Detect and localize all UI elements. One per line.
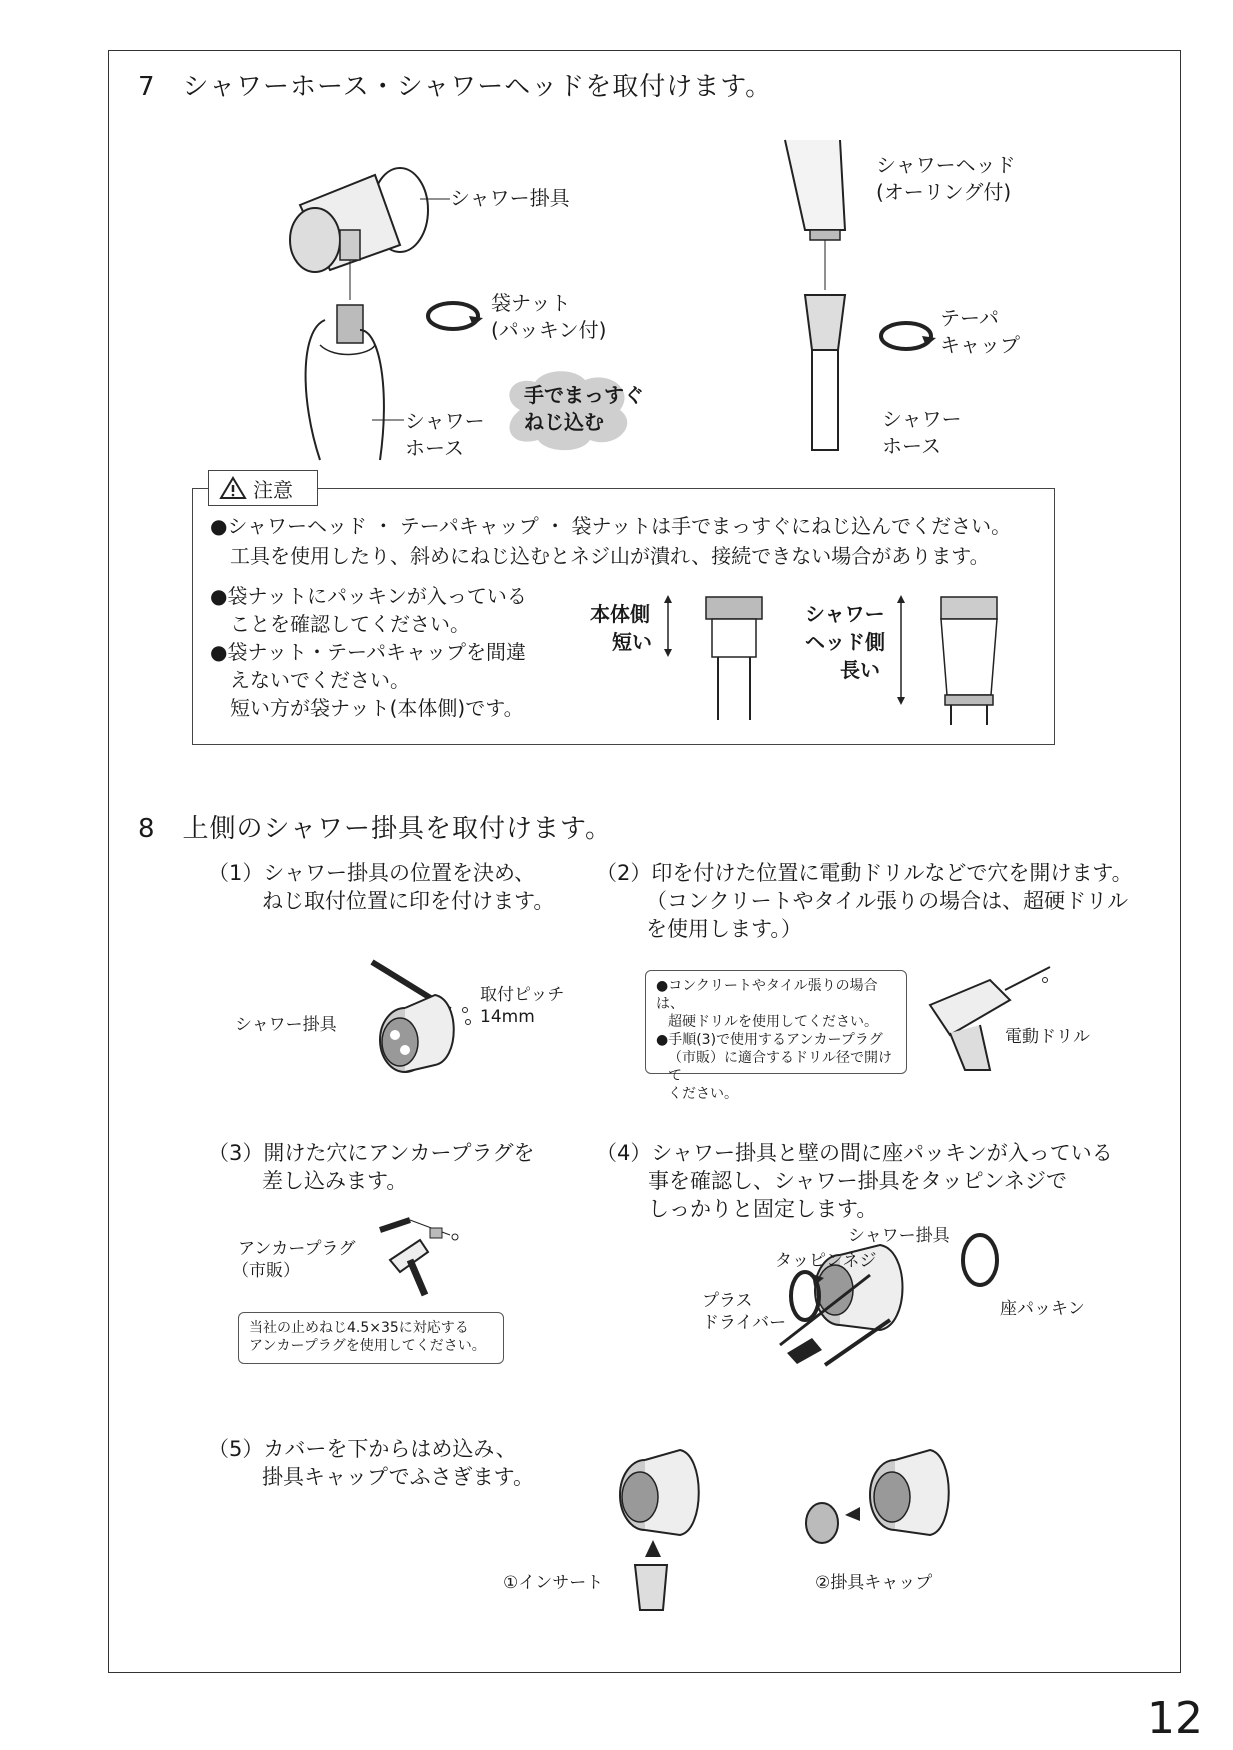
step8-4-line3: しっかりと固定します。 xyxy=(648,1197,878,1221)
s4-label-hanger: シャワー掛具 xyxy=(848,1226,950,1246)
step8-1-line1: （1）シャワー掛具の位置を決め、 xyxy=(208,861,536,885)
label-taper-cap: キャップ xyxy=(940,333,1020,357)
s2-note-5: ください。 xyxy=(668,1086,738,1102)
warning-icon xyxy=(219,476,247,500)
body-side-label: 本体側 xyxy=(590,602,650,626)
showerhead-taper-illustration xyxy=(770,140,870,450)
step8-5-line1: （5）カバーを下からはめ込み、 xyxy=(208,1437,517,1461)
s4-label-packing: 座パッキン xyxy=(1000,1299,1085,1319)
caution-tab xyxy=(208,470,318,506)
s3-label-commercial: （市販） xyxy=(232,1261,300,1281)
label-hose-right-2: ホース xyxy=(882,434,941,458)
label-hose-right: シャワー xyxy=(882,407,962,431)
page-number: 12 xyxy=(1147,1693,1203,1744)
step8-1-line2: ねじ取付位置に印を付けます。 xyxy=(262,889,555,913)
step8-4-line1: （4）シャワー掛具と壁の間に座パッキンが入っている xyxy=(596,1141,1113,1165)
label-hose-left: シャワー xyxy=(405,409,485,433)
leader-line xyxy=(372,418,406,422)
cloud-text-1: 手でまっすぐ xyxy=(524,383,644,407)
drill-illustration xyxy=(920,955,1060,1085)
s5-label-cap: ②掛具キャップ xyxy=(815,1573,933,1593)
s2-notebox xyxy=(645,970,907,1102)
caution-bullet1-2: ことを確認してください。 xyxy=(230,612,470,636)
label-showerhead: シャワーヘッド xyxy=(876,153,1016,177)
label-nut: 袋ナット xyxy=(491,291,571,315)
rotate-arrow-icon xyxy=(425,296,485,336)
step8-2-line2: （コンクリートやタイル張りの場合は、超硬ドリル xyxy=(646,889,1129,913)
s5-label-insert: ①インサート xyxy=(503,1573,604,1593)
s4-label-driver-2: ドライバー xyxy=(702,1313,787,1333)
body-side-short: 短い xyxy=(612,630,652,654)
s2-note-4: （市販）に適合するドリル径で開けて xyxy=(668,1050,892,1084)
short-nut-diagram xyxy=(660,595,770,725)
s4-label-driver: プラス xyxy=(702,1291,753,1311)
s1-label-hanger: シャワー掛具 xyxy=(235,1015,337,1035)
s3-note-2: アンカープラグを使用してください。 xyxy=(249,1338,486,1354)
caution-bullet2: ●袋ナット・テーパキャップを間違 xyxy=(210,640,527,664)
mark-position-illustration xyxy=(350,950,480,1080)
label-oring: (オーリング付) xyxy=(876,180,1012,204)
caution-bullet2-2: えないでください。 xyxy=(230,668,410,692)
s2-note-2: 超硬ドリルを使用してください。 xyxy=(668,1014,878,1030)
caution-label: 注意 xyxy=(253,477,293,502)
caution-line2: 工具を使用したり、斜めにねじ込むとネジ山が潰れ、接続できない場合があります。 xyxy=(230,544,990,568)
s2-label-drill: 電動ドリル xyxy=(1005,1027,1090,1047)
step8-5-line2: 掛具キャップでふさぎます。 xyxy=(262,1465,534,1489)
head-side-label: シャワー xyxy=(805,602,885,626)
s1-pitch-value: 14mm xyxy=(480,1007,535,1027)
s3-label-anchor: アンカープラグ xyxy=(238,1239,356,1259)
screwdriver-icon xyxy=(782,1318,842,1368)
cap-illustration xyxy=(800,1445,950,1575)
s4-label-screw: タッピンネジ xyxy=(775,1251,877,1271)
step8-4-line2: 事を確認し、シャワー掛具をタッピンネジで xyxy=(648,1169,1067,1193)
anchor-hammer-illustration xyxy=(370,1200,480,1300)
s2-note-1: ●コンクリートやタイル張りの場合は、 xyxy=(656,978,878,1012)
label-hose-left-2: ホース xyxy=(405,436,464,460)
step8-2-line3: を使用します。） xyxy=(646,917,802,941)
leader-line xyxy=(420,197,452,201)
caution-bullet2-3: 短い方が袋ナット(本体側)です。 xyxy=(230,696,524,720)
step7-title: 7 シャワーホース・シャワーヘッドを取付けます。 xyxy=(138,72,773,102)
insert-cover-illustration xyxy=(605,1445,715,1615)
head-side-label-2: ヘッド側 xyxy=(805,630,885,654)
head-side-long: 長い xyxy=(840,658,880,682)
step8-title: 8 上側のシャワー掛具を取付けます。 xyxy=(138,814,612,844)
rotate-arrow-icon xyxy=(878,316,938,356)
s2-note-3: ●手順(3)で使用するアンカープラグ xyxy=(656,1032,883,1048)
s1-pitch-label: 取付ピッチ xyxy=(480,985,565,1005)
step8-3-line1: （3）開けた穴にアンカープラグを xyxy=(208,1141,535,1165)
label-taper: テーパ xyxy=(940,306,999,330)
caution-bullet1: ●袋ナットにパッキンが入っている xyxy=(210,584,527,608)
step8-2-line1: （2）印を付けた位置に電動ドリルなどで穴を開けます。 xyxy=(596,861,1133,885)
s3-note-1: 当社の止めねじ4.5×35に対応する xyxy=(249,1320,469,1336)
long-taper-diagram xyxy=(893,595,1013,730)
s3-notebox xyxy=(238,1312,504,1364)
label-nut-packing: (パッキン付) xyxy=(491,318,607,342)
caution-line1: ●シャワーヘッド ・ テーパキャップ ・ 袋ナットは手でまっすぐにねじ込んでください。 xyxy=(210,514,1012,538)
step8-3-line2: 差し込みます。 xyxy=(262,1169,408,1193)
label-shower-hanger: シャワー掛具 xyxy=(450,186,570,210)
cloud-text-2: ねじ込む xyxy=(524,410,604,434)
